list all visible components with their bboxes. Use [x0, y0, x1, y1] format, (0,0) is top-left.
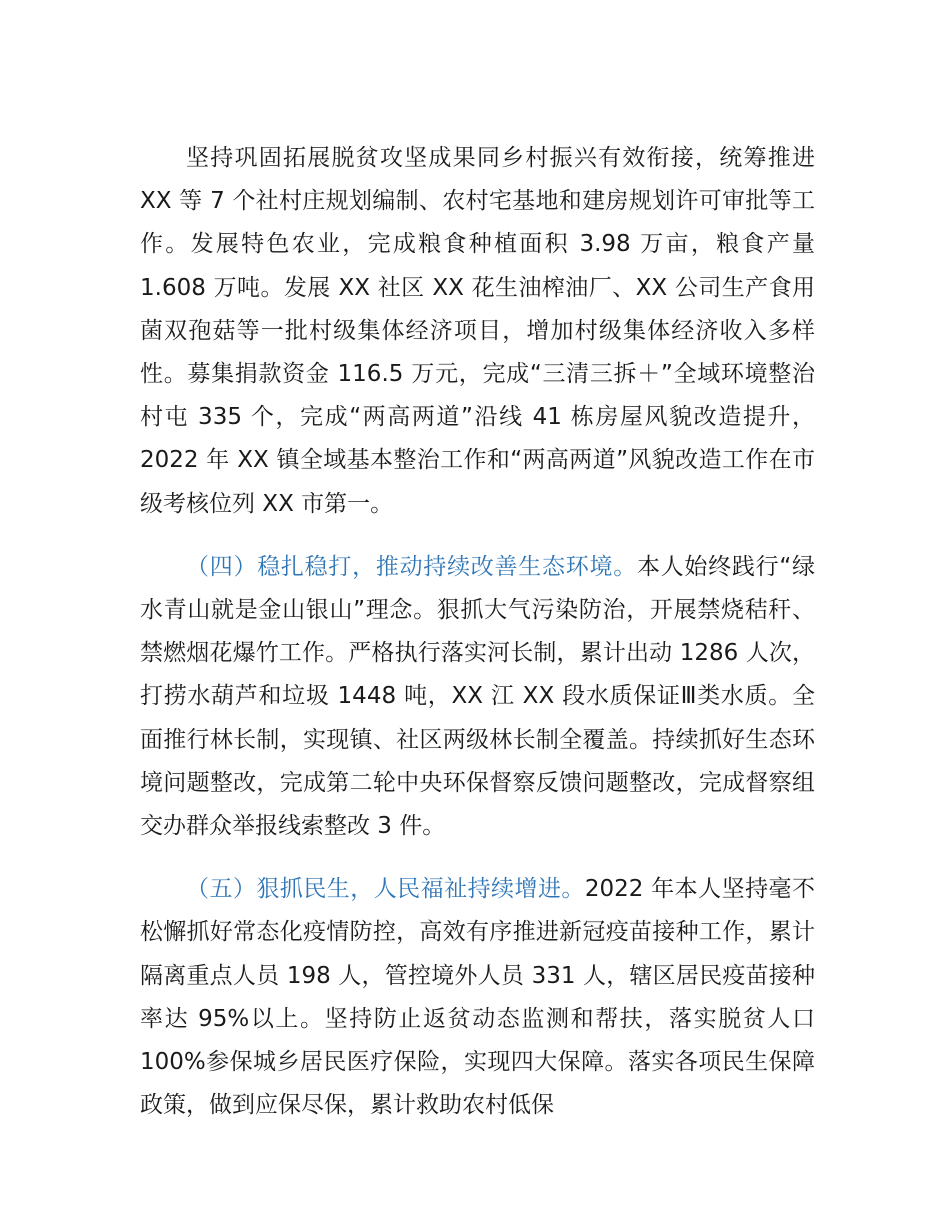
paragraph-rural-revitalization — [140, 137, 815, 526]
paragraph-text: 2022 年本人坚持毫不松懈抓好常态化疫情防控，高效有序推进新冠疫苗接种工作，累计隔离重点人员 198 人，管控境外人员 331 人，辖区居民疫苗接种率达 95%以上。坚持防止返贫动态监测和帮扶，落实脱贫人口 100%参保城乡居民医疗保险，实现四大保障。落实各项民生保障政策，做到应保尽保，累计救助农村低保 — [140, 876, 815, 1119]
section-heading-five: （五）狠抓民生，人民福祉持续增进。 — [186, 876, 585, 903]
paragraph-text: 坚持巩固拓展脱贫攻坚成果同乡村振兴有效衔接，统筹推进 XX 等 7 个社村庄规划编制、农村宅基地和建房规划许可审批等工作。发展特色农业，完成粮食种植面积 3.98 万亩，粮食产量 1.608 万吨。发展 XX 社区 XX 花生油榨油厂、XX 公司生产食用菌双孢菇等一批村级集体经济项目，增加村级集体经济收入多样性。募集捐款资金 116.5 万元，完成“三清三拆＋”全域环境整治村屯 335 个，完成“两高两道”沿线 41 栋房屋风貌改造提升，2022 年 XX 镇全域基本整治工作和“两高两道”风貌改造工作在市级考核位列 XX 市第一。 — [140, 145, 815, 517]
paragraph-text: 本人始终践行“绿水青山就是金山银山”理念。狠抓大气污染防治，开展禁烧秸秆、禁燃烟花爆竹工作。严格执行落实河长制，累计出动 1286 人次，打捞水葫芦和垃圾 1448 吨，XX 江 XX 段水质保证Ⅲ类水质。全面推行林长制，实现镇、社区两级林长制全覆盖。持续抓好生态环境问题整改，完成第二轮中央环保督察反馈问题整改，完成督察组交办群众举报线索整改 3 件。 — [140, 553, 816, 840]
section-heading-four: （四）稳扎稳打，推动持续改善生态环境。 — [186, 553, 637, 580]
document-body — [140, 137, 815, 1127]
paragraph-livelihood — [140, 868, 815, 1127]
paragraph-ecological-environment — [140, 546, 815, 848]
